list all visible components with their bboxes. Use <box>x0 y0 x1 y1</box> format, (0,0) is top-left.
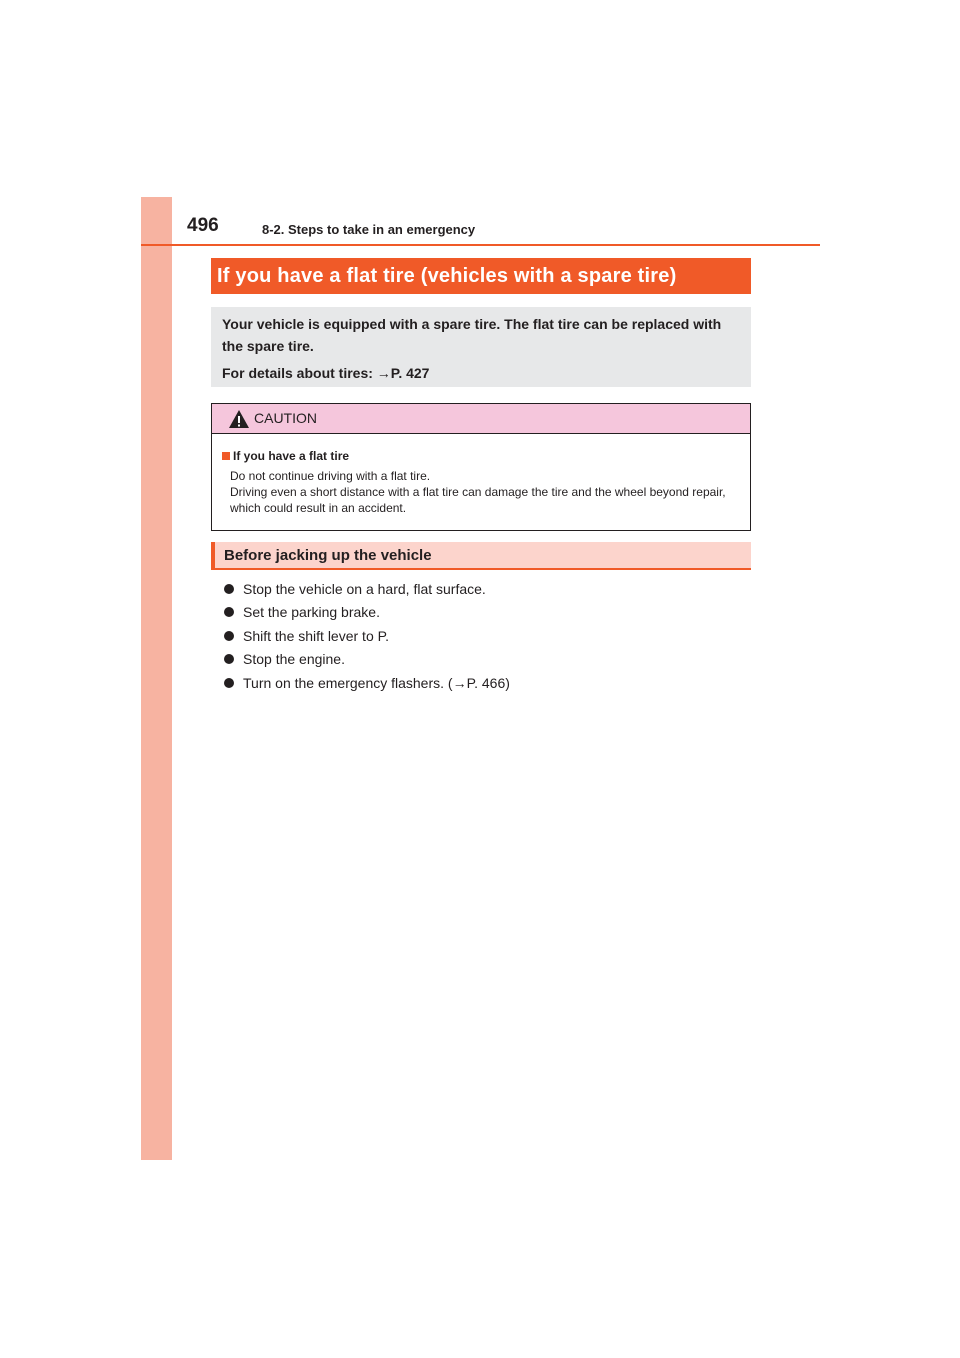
list-item <box>224 577 510 601</box>
caution-item-title <box>222 448 740 464</box>
intro-box <box>211 307 751 387</box>
step-text: Shift the shift lever to P. <box>243 627 390 644</box>
list-item <box>224 671 510 695</box>
step-text: Stop the vehicle on a hard, flat surface. <box>243 580 486 597</box>
caution-line: Driving even a short distance with a flat tire can damage the tire and the wheel beyond repair, which could result in an accident. <box>230 485 726 515</box>
round-bullet-icon <box>224 607 234 617</box>
step-list <box>224 577 510 695</box>
step-text: Set the parking brake. <box>243 604 380 621</box>
chapter-title: 8-2. Steps to take in an emergency <box>262 222 476 237</box>
caution-header <box>212 404 750 434</box>
step-text: Stop the engine. <box>243 651 345 668</box>
list-item <box>224 601 510 625</box>
caution-label: CAUTION <box>254 410 317 426</box>
warning-triangle-icon <box>228 409 250 429</box>
section-banner <box>211 258 751 294</box>
round-bullet-icon <box>224 584 234 594</box>
subsection-title: Before jacking up the vehicle <box>224 546 432 564</box>
caution-item-title-text: If you have a flat tire <box>233 449 350 463</box>
caution-box <box>211 403 751 531</box>
section-title: If you have a flat tire (vehicles with a spare tire) <box>217 264 677 287</box>
round-bullet-icon <box>224 654 234 664</box>
caution-line: Do not continue driving with a flat tire. <box>230 469 431 483</box>
list-item <box>224 624 510 648</box>
header-rule <box>141 244 820 246</box>
page-number: 496 <box>187 215 219 236</box>
caution-body <box>212 434 750 516</box>
round-bullet-icon <box>224 631 234 641</box>
side-tab-bar <box>141 197 172 1160</box>
subsection-banner <box>211 542 751 570</box>
list-item <box>224 648 510 672</box>
round-bullet-icon <box>224 678 234 688</box>
step-text: Turn on the emergency flashers. (→P. 466) <box>243 674 510 691</box>
tire-details-reference: For details about tires: →P. 427 <box>222 365 430 381</box>
intro-text: Your vehicle is equipped with a spare tire. The flat tire can be replaced with the spare tire. <box>222 316 722 354</box>
square-bullet-icon <box>222 452 230 460</box>
